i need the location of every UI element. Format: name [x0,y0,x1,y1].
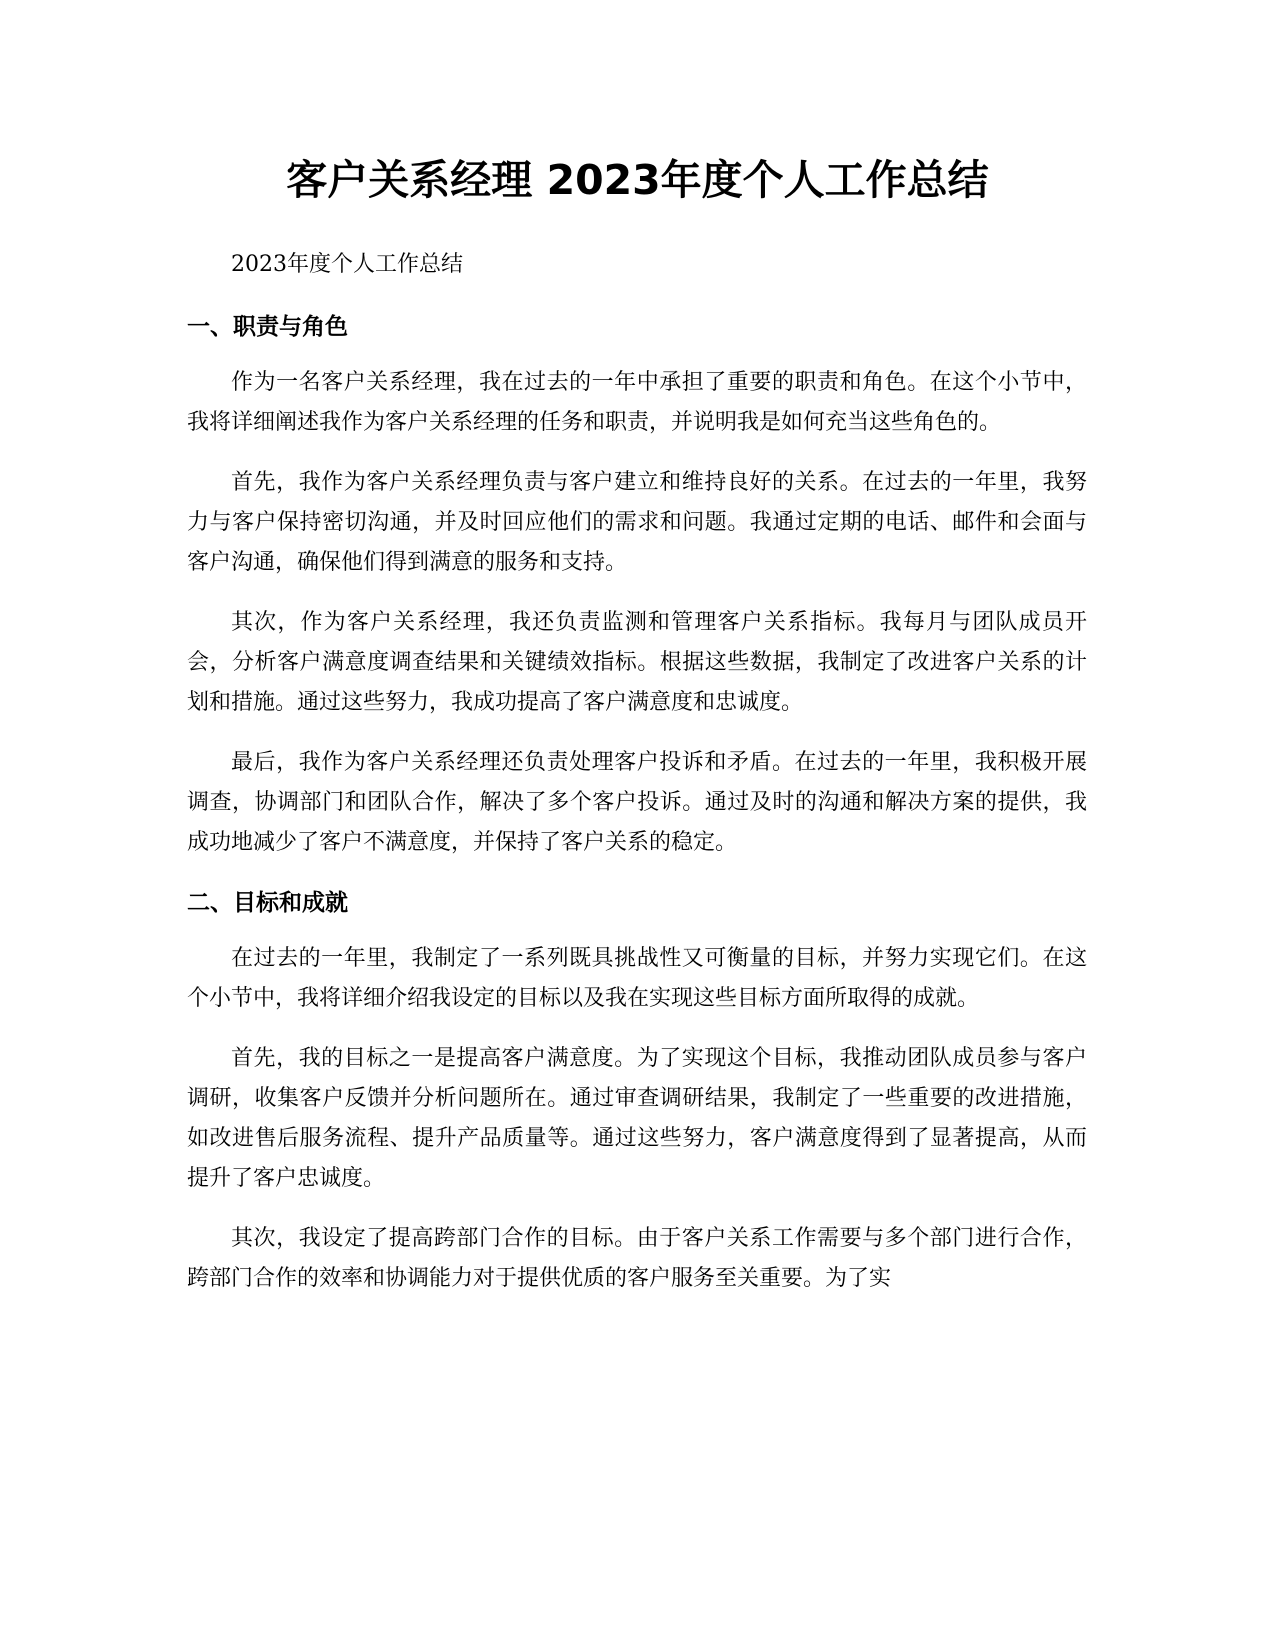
section-goals [187,883,1087,1299]
paragraph: 作为一名客户关系经理，我在过去的一年中承担了重要的职责和角色。在这个小节中，我将详细阐述我作为客户关系经理的任务和职责，并说明我是如何充当这些角色的。 [187,370,1087,435]
document-title: 客户关系经理 2023年度个人工作总结 [286,156,989,204]
paragraph: 在过去的一年里，我制定了一系列既具挑战性又可衡量的目标，并努力实现它们。在这个小节中，我将详细介绍我设定的目标以及我在实现这些目标方面所取得的成就。 [187,946,1087,1011]
paragraph: 其次，我设定了提高跨部门合作的目标。由于客户关系工作需要与多个部门进行合作，跨部门合作的效率和协调能力对于提供优质的客户服务至关重要。为了实 [187,1226,1087,1291]
document-body [187,245,1087,1319]
section-heading: 二、目标和成就 [187,890,348,916]
paragraph: 首先，我作为客户关系经理负责与客户建立和维持良好的关系。在过去的一年里，我努力与客户保持密切沟通，并及时回应他们的需求和问题。我通过定期的电话、邮件和会面与客户沟通，确保他们得到满意的服务和支持。 [187,470,1087,575]
section-duties [187,307,1087,863]
section-heading: 一、职责与角色 [187,314,348,340]
paragraph: 最后，我作为客户关系经理还负责处理客户投诉和矛盾。在过去的一年里，我积极开展调查，协调部门和团队合作，解决了多个客户投诉。通过及时的沟通和解决方案的提供，我成功地减少了客户不满意度，并保持了客户关系的稳定。 [187,750,1087,855]
paragraph: 其次，作为客户关系经理，我还负责监测和管理客户关系指标。我每月与团队成员开会，分析客户满意度调查结果和关键绩效指标。根据这些数据，我制定了改进客户关系的计划和措施。通过这些努力，我成功提高了客户满意度和忠诚度。 [187,610,1087,715]
paragraph: 首先，我的目标之一是提高客户满意度。为了实现这个目标，我推动团队成员参与客户调研，收集客户反馈并分析问题所在。通过审查调研结果，我制定了一些重要的改进措施，如改进售后服务流程、提升产品质量等。通过这些努力，客户满意度得到了显著提高，从而提升了客户忠诚度。 [187,1046,1087,1191]
document-subtitle: 2023年度个人工作总结 [231,252,463,277]
